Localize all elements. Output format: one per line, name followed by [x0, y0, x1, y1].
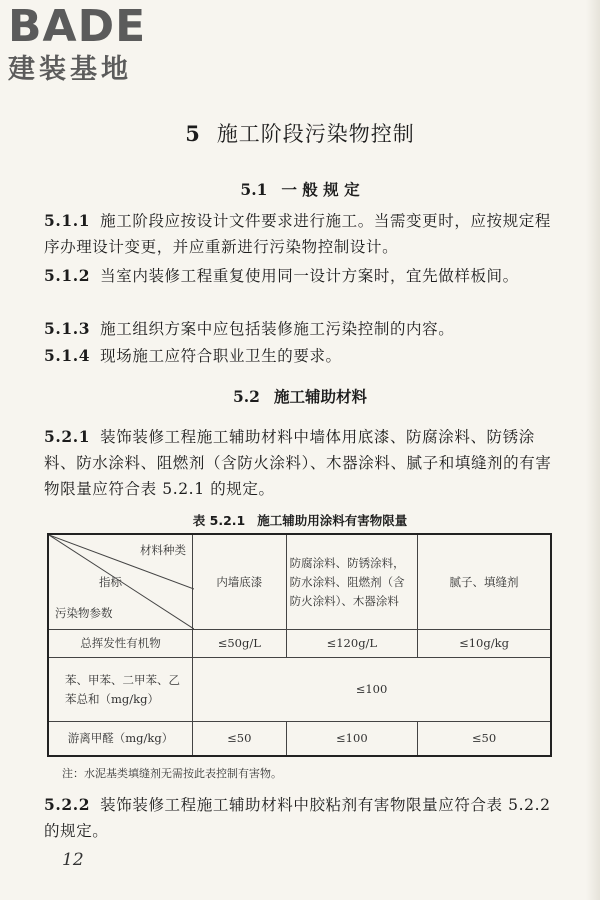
cell-value-merged: ≤100: [192, 658, 551, 722]
clause-number: 5.1.3: [44, 319, 91, 338]
clause-text: 施工组织方案中应包括装修施工污染控制的内容。: [100, 320, 455, 338]
section-heading: [0, 178, 600, 200]
header-material-type: 材料种类: [139, 543, 186, 557]
page-number: 12: [62, 850, 84, 870]
clause-number: 5.1.2: [44, 266, 91, 285]
cell-value: ≤50: [192, 722, 286, 756]
clause: [44, 792, 552, 844]
cell-value: ≤50: [418, 722, 551, 756]
clause: [44, 263, 552, 289]
chapter-number: 5: [185, 121, 201, 146]
table-note: 注：水泥基类填缝剂无需按此表控制有害物。: [62, 767, 282, 780]
clause: [44, 208, 552, 260]
header-pollutant-param: 污染物参数: [55, 606, 113, 620]
row-label: 苯、甲苯、二甲苯、乙苯总和（mg/kg）: [48, 658, 192, 722]
header-col-primer: 内墙底漆: [192, 534, 286, 630]
row-label: 游离甲醛（mg/kg）: [48, 722, 192, 756]
section-heading: [0, 385, 600, 407]
publisher-logo: [8, 1, 178, 86]
table-row: [48, 658, 551, 722]
table-row: [48, 722, 551, 756]
clause-text: 施工阶段应按设计文件要求进行施工。当需变更时，应按规定程序办理设计变更，并应重新进行污染物控制设计。: [44, 212, 551, 256]
table-caption: [0, 511, 600, 529]
section-number: 5.1: [240, 180, 268, 199]
chapter-title: [0, 118, 600, 148]
section-title: 施工辅助材料: [273, 387, 367, 406]
clause: [44, 316, 552, 342]
table-title: 施工辅助用涂料有害物限量: [257, 513, 408, 528]
clause-text: 装饰装修工程施工辅助材料中胶粘剂有害物限量应符合表 5.2.2 的规定。: [44, 796, 551, 840]
header-col-coatings: 防腐涂料、防锈涂料，防水涂料、阻燃剂（含防火涂料）、木器涂料: [286, 534, 417, 630]
cell-value: ≤120g/L: [286, 630, 417, 658]
header-col-putty: 腻子、填缝剂: [418, 534, 551, 630]
logo-wordmark: BADE: [8, 1, 147, 52]
table-row: [48, 630, 551, 658]
clause-number: 5.2.2: [44, 795, 91, 814]
clause-number: 5.1.4: [44, 346, 91, 365]
logo-chinese-name: 建装基地: [8, 54, 132, 85]
clause: [44, 424, 552, 502]
cell-value: ≤50g/L: [192, 630, 286, 658]
cell-value: ≤10g/kg: [418, 630, 551, 658]
cell-value: ≤100: [286, 722, 417, 756]
section-title: 一 般 规 定: [281, 180, 360, 199]
clause-text: 当室内装修工程重复使用同一设计方案时，宜先做样板间。: [100, 267, 519, 285]
row-label: 总挥发性有机物: [48, 630, 192, 658]
clause-text: 现场施工应符合职业卫生的要求。: [100, 347, 342, 365]
header-indicator: 指标: [99, 575, 122, 589]
chapter-title-text: 施工阶段污染物控制: [216, 122, 415, 146]
clause-number: 5.2.1: [44, 427, 91, 446]
page-spine-shadow: [586, 0, 600, 900]
diagonal-header-cell: [48, 534, 192, 630]
table-header-row: [48, 534, 551, 630]
clause-number: 5.1.1: [44, 211, 91, 230]
section-number: 5.2: [233, 387, 260, 406]
hazardous-limits-table: [47, 533, 552, 757]
clause-text: 装饰装修工程施工辅助材料中墙体用底漆、防腐涂料、防锈涂料、防水涂料、阻燃剂（含防火涂料）、木器涂料、腻子和填缝剂的有害物限量应符合表 5.2.1 的规定。: [44, 428, 552, 498]
clause: [44, 343, 552, 369]
table-number: 表 5.2.1: [192, 513, 246, 528]
